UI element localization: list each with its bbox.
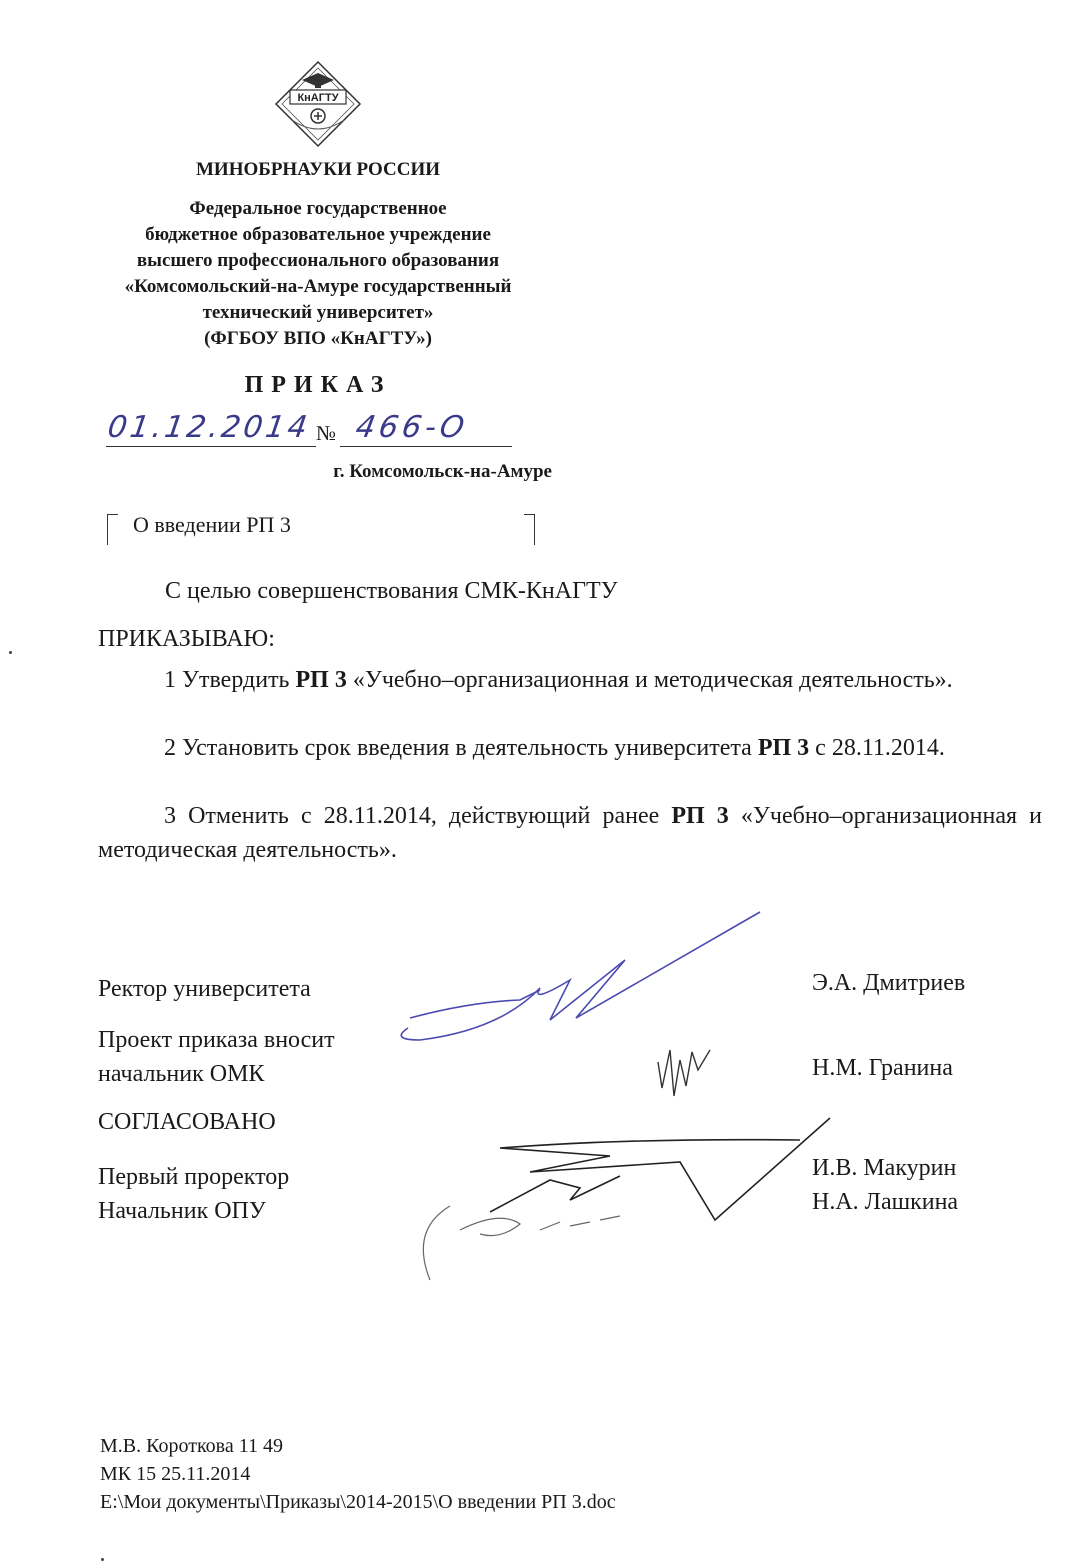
number-sign: № — [316, 421, 337, 445]
scan-speck — [101, 1558, 104, 1561]
approver-names: И.В. Макурин Н.А. Лашкина — [812, 1155, 959, 1215]
scan-speck — [9, 651, 12, 654]
date-underline — [106, 446, 316, 447]
order-subject: О введении РП 3 — [133, 512, 291, 537]
document-footer — [100, 1432, 616, 1516]
org-line: «Комсомольский-на-Амуре государственный — [124, 276, 512, 297]
org-line: (ФГБОУ ВПО «КнАГТУ») — [204, 328, 432, 349]
rector-title: Ректор университета — [98, 976, 311, 1002]
agreed-label: СОГЛАСОВАНО — [98, 1109, 276, 1135]
order-number: 466-О — [352, 410, 471, 445]
subject-bracket-left — [107, 514, 118, 545]
handwritten-signatures — [380, 900, 840, 1290]
subject-bracket-right — [524, 514, 535, 545]
project-submitter-title: Проект приказа вносит начальник ОМК — [98, 1027, 335, 1087]
org-line: бюджетное образовательное учреждение — [145, 224, 491, 245]
logo-text: КнАГТУ — [297, 92, 339, 104]
order-item-2: 2 Установить срок введения в деятельность университета РП 3 с 28.11.2014. — [164, 735, 945, 761]
organization-name — [96, 196, 540, 352]
university-logo — [272, 58, 364, 150]
prorector-signature — [490, 1118, 830, 1220]
order-verb: ПРИКАЗЫВАЮ: — [98, 626, 275, 652]
footer-executor: М.В. Короткова 11 49 — [100, 1435, 283, 1457]
approver-titles: Первый проректор Начальник ОПУ — [98, 1164, 290, 1224]
org-line: Федеральное государственное — [189, 198, 447, 219]
rector-name: Э.А. Дмитриев — [812, 970, 966, 996]
order-city: г. Комсомольск-на-Амуре — [333, 461, 552, 482]
opu-signature — [423, 1206, 620, 1280]
footer-path: E:\Мои документы\Приказы\2014-2015\О введении РП 3.doc — [100, 1491, 616, 1513]
org-line: высшего профессионального образования — [136, 250, 500, 271]
number-underline — [340, 446, 512, 447]
order-purpose: С целью совершенствования СМК-КнАГТУ — [165, 578, 618, 604]
footer-code: МК 15 25.11.2014 — [100, 1463, 251, 1485]
order-title: ПРИКАЗ — [244, 372, 392, 398]
project-submitter-name: Н.М. Гранина — [812, 1055, 953, 1081]
ministry-name: МИНОБРНАУКИ РОССИИ — [195, 159, 441, 180]
rector-signature — [401, 912, 760, 1040]
order-item-1: 1 Утвердить РП 3 «Учебно–организационная и методическая деятельность». — [164, 667, 953, 693]
order-date: 01.12.2014 — [105, 410, 313, 445]
org-line: технический университет» — [202, 302, 434, 323]
head-omk-signature — [658, 1050, 710, 1096]
order-item-3: 3 Отменить с 28.11.2014, действующий ранее РП 3 «Учебно–организационная и методическая деятельность». — [98, 803, 1042, 863]
